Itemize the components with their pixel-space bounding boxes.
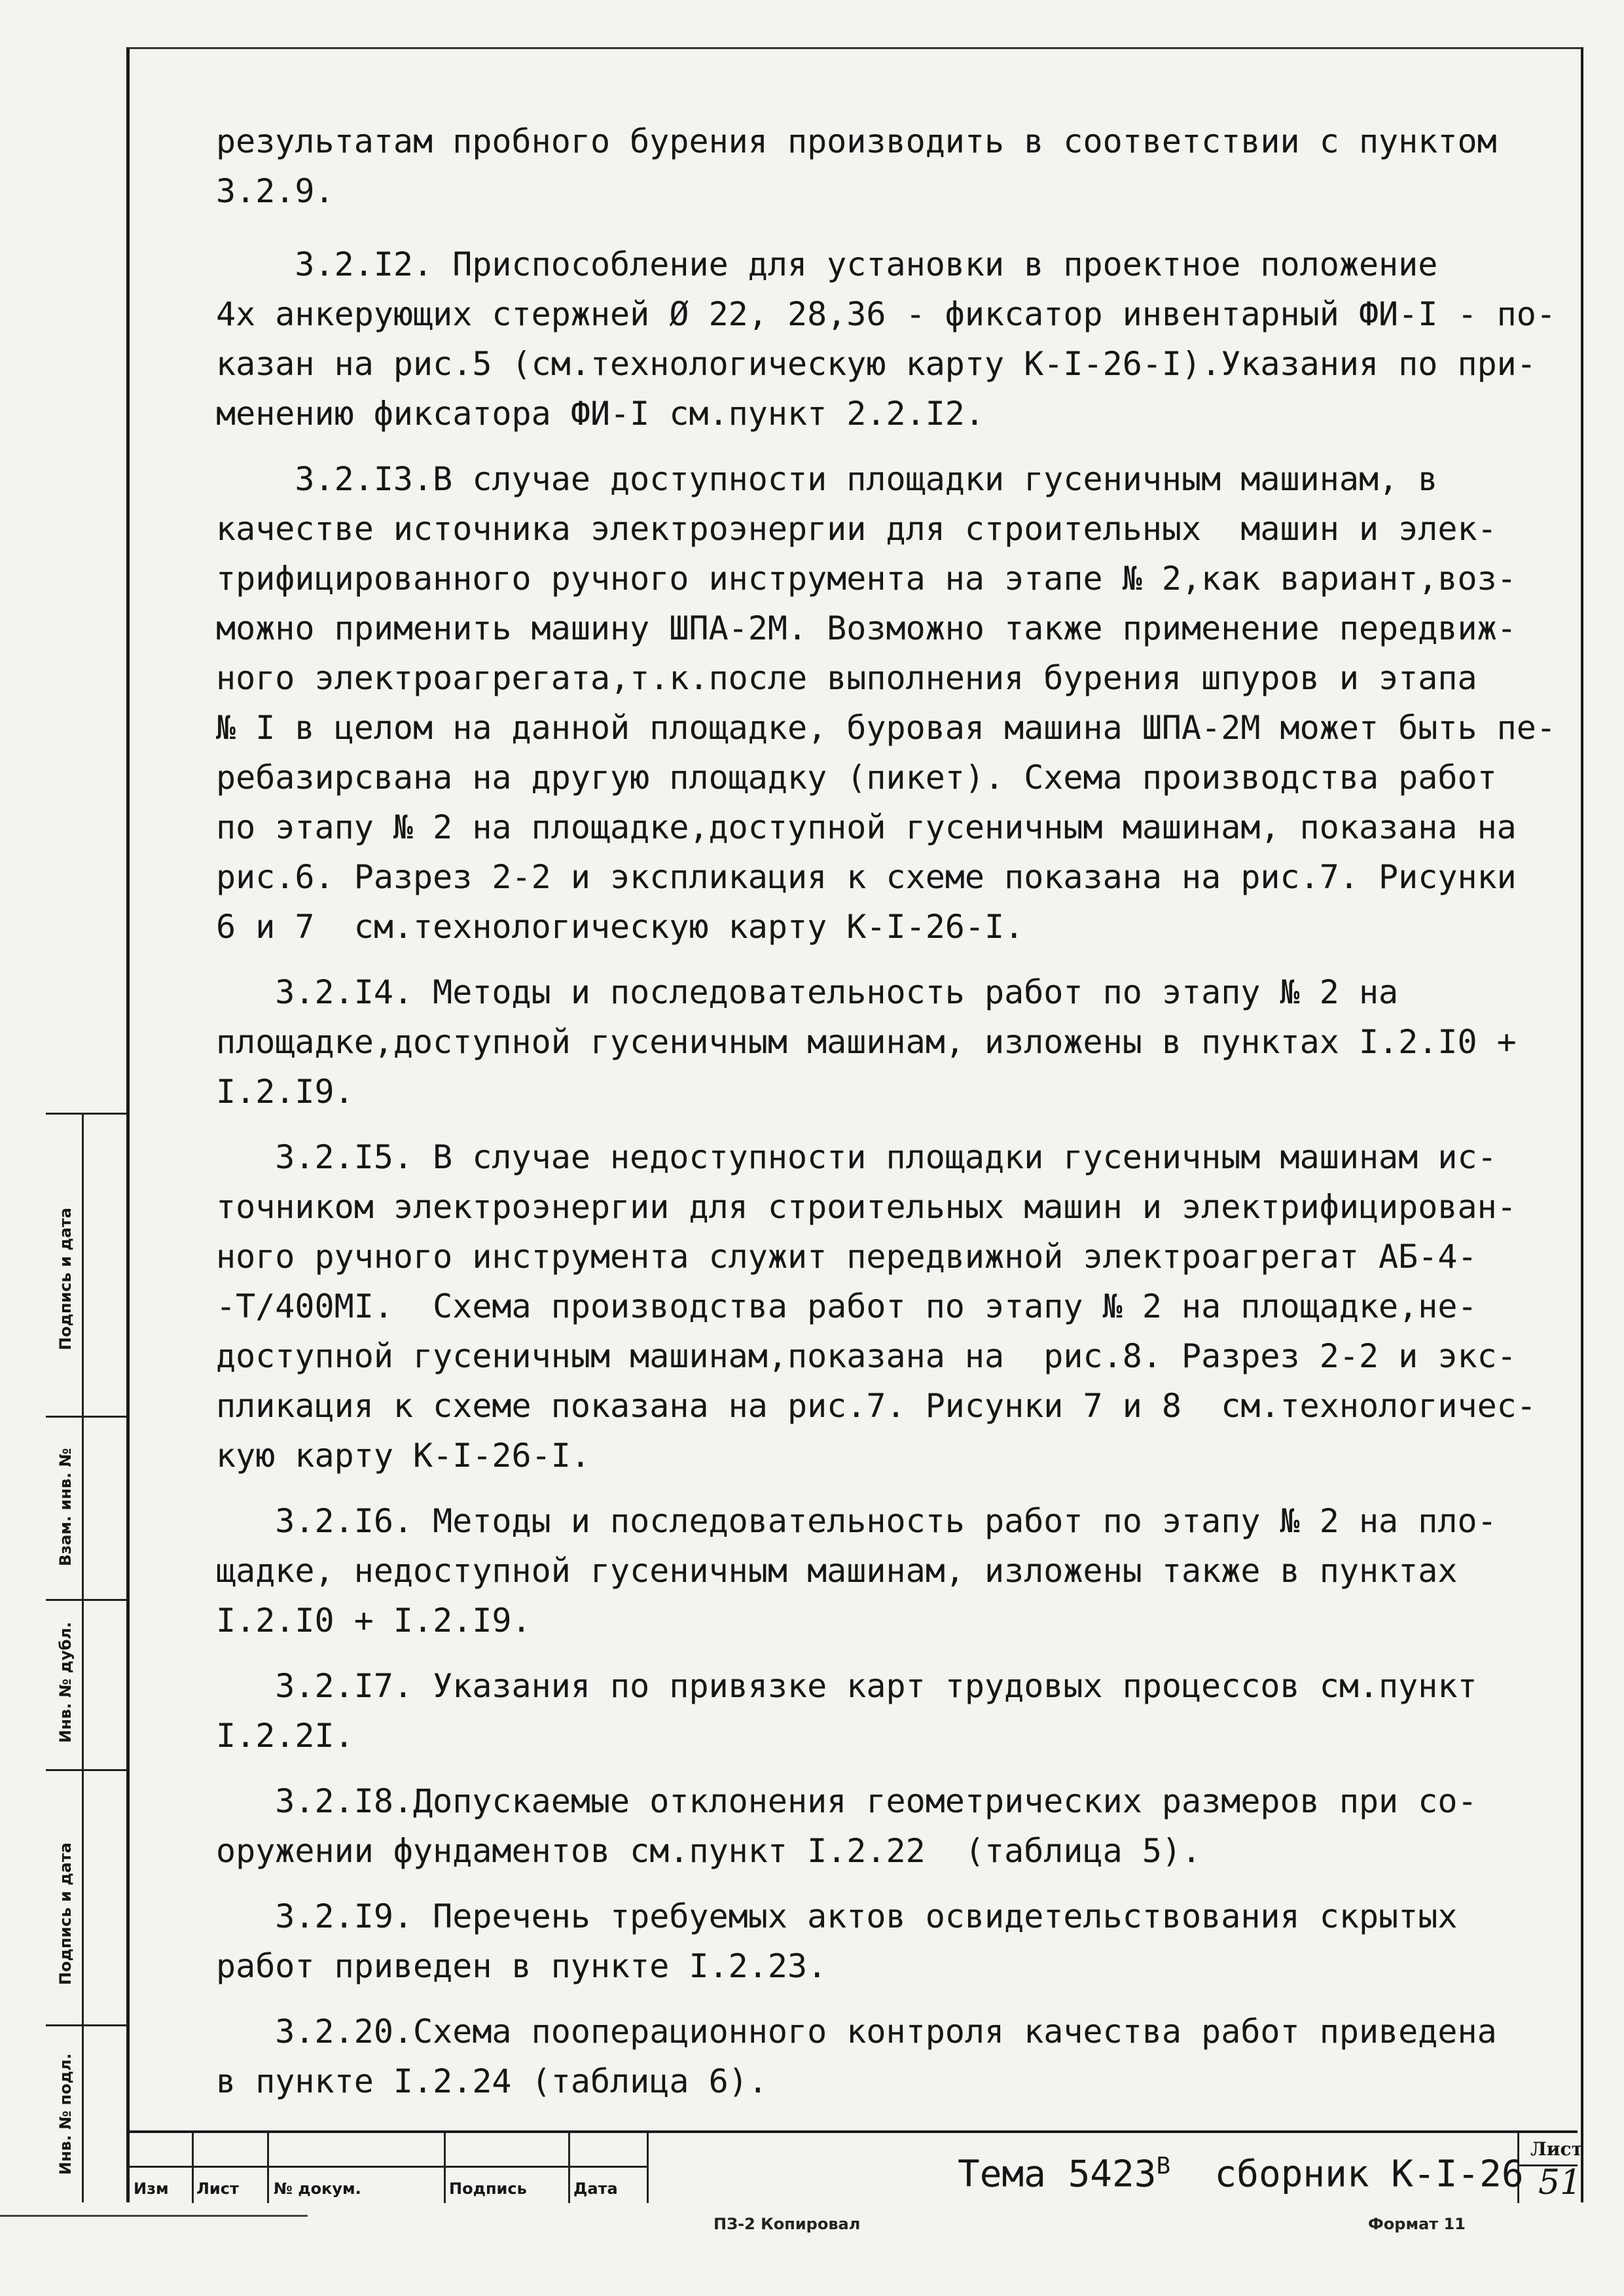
text-line: площадке,доступной гусеничным машинам, изложены в пунктах I.2.I0 + xyxy=(216,1023,1517,1061)
side-cell-4 xyxy=(46,1769,126,2026)
col-doc-label: № докум. xyxy=(274,2179,361,2198)
text-line: ного электроагрегата,т.к.после выполнения бурения шпуров и этапа xyxy=(216,659,1477,697)
text-line: трифицированного ручного инструмента на этапе № 2,как вариант,воз- xyxy=(216,560,1517,598)
paragraph-p-3-2-13 xyxy=(216,454,1561,952)
col-izm-label: Изм xyxy=(134,2179,169,2198)
text-line: качестве источника электроэнергии для строительных машин и элек- xyxy=(216,510,1497,548)
paragraph-p-3-2-14 xyxy=(216,967,1561,1117)
text-line: пликация к схеме показана на рис.7. Рисунки 7 и 8 см.технологичес- xyxy=(216,1387,1536,1425)
text-line: 3.2.I4. Методы и последовательность работ по этапу № 2 на xyxy=(216,973,1399,1011)
col-sign-label: Подпись xyxy=(449,2179,527,2198)
paragraph-p-3-2-15 xyxy=(216,1132,1561,1480)
sheet-label: Лист xyxy=(1530,2138,1583,2160)
footer-format-note: Формат 11 xyxy=(1368,2215,1466,2233)
paragraph-p-3-2-19 xyxy=(216,1892,1561,1991)
document-title-superscript: В xyxy=(1156,2153,1171,2179)
text-line: в пункте I.2.24 (таблица 6). xyxy=(216,2062,768,2100)
title-block xyxy=(130,2130,1583,2203)
side-label-1: Подпись и дата xyxy=(56,1208,75,1350)
paragraph-p-3-2-17 xyxy=(216,1661,1561,1761)
text-line: 3.2.20.Схема пооперационного контроля качества работ приведена xyxy=(216,2013,1497,2051)
bottom-rule xyxy=(0,2215,308,2217)
text-line: 3.2.I6. Методы и последовательность работ по этапу № 2 на пло- xyxy=(216,1502,1497,1540)
text-line: рис.6. Разрез 2-2 и экспликация к схеме показана на рис.7. Рисунки xyxy=(216,858,1517,896)
text-line: 3.2.I9. Перечень требуемых актов освидетельствования скрытых xyxy=(216,1897,1458,1935)
text-line: 3.2.I8.Допускаемые отклонения геометрических размеров при со- xyxy=(216,1782,1477,1820)
text-line: I.2.I0 + I.2.I9. xyxy=(216,1602,532,1640)
side-label-5: Инв. № подл. xyxy=(56,2053,75,2175)
text-line: 6 и 7 см.технологическую карту К-I-26-I. xyxy=(216,908,1024,946)
text-line: ребазирсвана на другую площадку (пикет). Схема производства работ xyxy=(216,759,1497,797)
side-cell-5 xyxy=(46,2024,126,2202)
paragraph-p-3-2-12 xyxy=(216,240,1561,439)
text-line: менению фиксатора ФИ-I см.пункт 2.2.I2. xyxy=(216,395,984,433)
text-line: 3.2.I3.В случае доступности площадки гусеничным машинам, в xyxy=(216,460,1438,498)
text-line: 3.2.9. xyxy=(216,172,334,210)
title-block-col-line xyxy=(192,2133,194,2203)
footer-copied-note: ПЗ-2 Копировал xyxy=(713,2215,861,2233)
title-block-col-line xyxy=(568,2133,570,2203)
document-title-suffix: сборник К-I-26 xyxy=(1170,2153,1524,2196)
text-line: 4х анкерующих стержней Ø 22, 28,36 - фиксатор инвентарный ФИ-I - по- xyxy=(216,295,1556,333)
side-cell-3 xyxy=(46,1599,126,1771)
text-line: I.2.2I. xyxy=(216,1717,354,1755)
text-line: 3.2.I7. Указания по привязке карт трудовых процессов см.пункт xyxy=(216,1667,1477,1705)
paragraph-p-3-2-20 xyxy=(216,2007,1561,2106)
side-label-4: Подпись и дата xyxy=(56,1842,75,1985)
side-stamp-strip xyxy=(46,1113,126,2202)
document-title xyxy=(958,2153,1524,2196)
paragraph-p-3-2-16 xyxy=(216,1496,1561,1645)
title-block-col-line xyxy=(267,2133,269,2203)
col-date-label: Дата xyxy=(573,2179,618,2198)
text-line: № I в целом на данной площадке, буровая машина ШПА-2М может быть пе- xyxy=(216,709,1556,747)
text-line: работ приведен в пункте I.2.23. xyxy=(216,1947,827,1985)
sheet-number: 51 xyxy=(1538,2163,1582,2202)
text-line: казан на рис.5 (см.технологическую карту К-I-26-I).Указания по при- xyxy=(216,345,1536,383)
document-body xyxy=(216,117,1561,2122)
text-line: 3.2.I5. В случае недоступности площадки гусеничным машинам ис- xyxy=(216,1138,1497,1176)
text-line: по этапу № 2 на площадке,доступной гусеничным машинам, показана на xyxy=(216,808,1517,846)
paragraph-p-intro xyxy=(216,117,1561,216)
text-line: можно применить машину ШПА-2М. Возможно также применение передвиж- xyxy=(216,609,1517,647)
paragraph-p-3-2-18 xyxy=(216,1776,1561,1876)
side-cell-2 xyxy=(46,1416,126,1601)
title-block-col-line xyxy=(444,2133,446,2203)
side-label-2: Взам. инв. № xyxy=(56,1448,75,1566)
text-line: точником электроэнергии для строительных машин и электрифицирован- xyxy=(216,1188,1517,1226)
text-line: ного ручного инструмента служит передвижной электроагрегат АБ-4- xyxy=(216,1238,1477,1276)
text-line: -Т/400МI. Схема производства работ по этапу № 2 на площадке,не- xyxy=(216,1287,1477,1325)
document-title-text: Тема 5423 xyxy=(958,2153,1157,2196)
side-label-3: Инв. № дубл. xyxy=(56,1621,75,1743)
text-line: щадке, недоступной гусеничным машинам, изложены также в пунктах xyxy=(216,1552,1458,1590)
title-block-col-line xyxy=(647,2133,649,2203)
col-list-label: Лист xyxy=(196,2179,239,2198)
text-line: результатам пробного бурения производить в соответствии с пунктом xyxy=(216,122,1497,160)
text-line: 3.2.I2. Приспособление для установки в проектное положение xyxy=(216,245,1438,283)
text-line: доступной гусеничным машинам,показана на рис.8. Разрез 2-2 и экс- xyxy=(216,1337,1517,1375)
text-line: кую карту К-I-26-I. xyxy=(216,1437,590,1475)
side-cell-1 xyxy=(46,1115,126,1418)
text-line: оружении фундаментов см.пункт I.2.22 (таблица 5). xyxy=(216,1832,1202,1870)
text-line: I.2.I9. xyxy=(216,1073,354,1111)
